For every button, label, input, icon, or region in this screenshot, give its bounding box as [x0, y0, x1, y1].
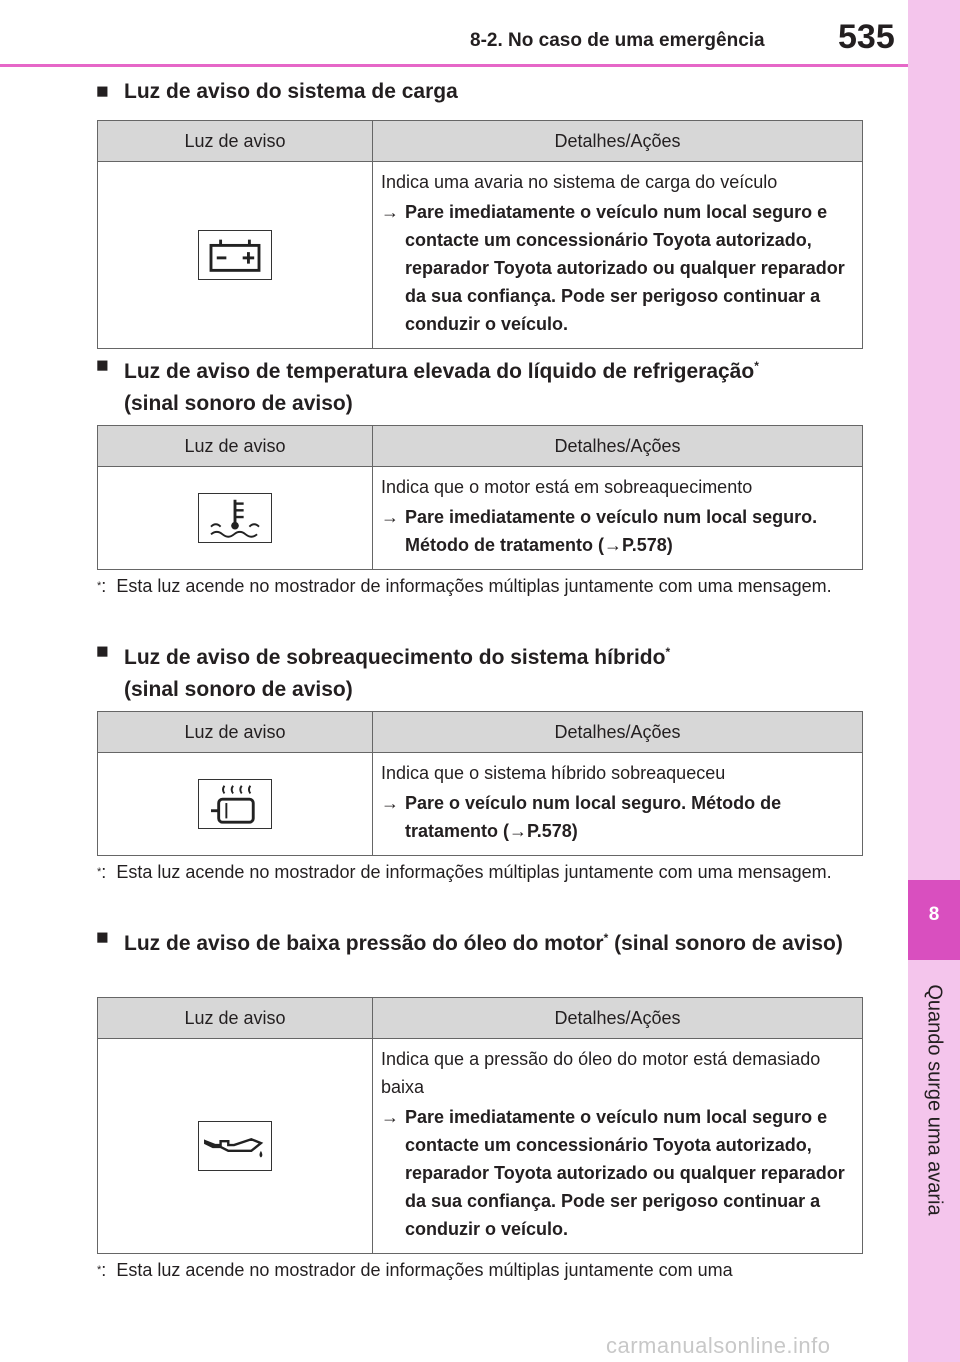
column-header-warning-light: Luz de aviso: [98, 121, 373, 162]
arrow-icon: →: [381, 1107, 399, 1127]
asterisk-mark: *: [97, 866, 102, 878]
heading-text: Luz de aviso de baixa pressão do óleo do motor: [124, 932, 604, 955]
detail-text: Indica que o sistema híbrido sobreaqueceu: [381, 763, 726, 783]
heading-text: Luz de aviso de sobreaquecimento do sistema híbrido: [124, 646, 666, 669]
action-text: [381, 789, 854, 845]
warning-table-hybrid: [97, 711, 863, 856]
column-header-details: Detalhes/Ações: [373, 712, 863, 753]
column-header-details: Detalhes/Ações: [373, 426, 863, 467]
heading-text: Luz de aviso de temperatura elevada do líquido de refrigeração: [124, 360, 755, 383]
footnote: [97, 572, 836, 600]
arrow-ref-icon: →: [604, 535, 623, 555]
page-reference[interactable]: P.578): [527, 821, 578, 841]
warning-table-charging: [97, 120, 863, 349]
warning-table-oil: [97, 997, 863, 1254]
bullet-icon: ■: [96, 80, 109, 103]
asterisk-mark: *: [97, 1264, 102, 1276]
column-header-warning-light: Luz de aviso: [98, 712, 373, 753]
action-instruction: Pare imediatamente o veículo num local seguro e contacte um concessionário Toyota autorizado, reparador Toyota autorizado ou qualquer reparador da sua confiança. Pode ser perigoso continuar a conduzir o veículo.: [405, 1107, 845, 1239]
action-text: [381, 198, 854, 338]
section-heading-charging: [96, 76, 844, 108]
asterisk-mark: *: [97, 580, 102, 592]
bullet-icon: ■: [96, 926, 109, 949]
footnote: [97, 1256, 733, 1284]
coolant-temperature-icon: [198, 493, 272, 543]
section-heading-hybrid: [96, 636, 844, 706]
footnote-text: Esta luz acende no mostrador de informações múltiplas juntamente com uma: [116, 1260, 733, 1280]
page-number: 535: [838, 18, 895, 56]
oil-pressure-icon: [198, 1121, 272, 1171]
footnote-prefix: :: [101, 576, 107, 596]
watermark: carmanualsonline.info: [606, 1333, 831, 1358]
asterisk-mark: *: [754, 359, 759, 373]
action-instruction: Pare imediatamente o veículo num local seguro e contacte um concessionário Toyota autorizado, reparador Toyota autorizado ou qualquer reparador da sua confiança. Pode ser perigoso continuar a conduzir o veículo.: [405, 202, 845, 334]
column-header-warning-light: Luz de aviso: [98, 426, 373, 467]
heading-suffix: (sinal sonoro de aviso): [124, 678, 353, 701]
detail-text: Indica que a pressão do óleo do motor está demasiado baixa: [381, 1049, 821, 1097]
footnote-text: Esta luz acende no mostrador de informações múltiplas juntamente com uma mensagem.: [116, 862, 832, 882]
action-text: [381, 1103, 854, 1243]
detail-text: Indica que o motor está em sobreaquecimento: [381, 477, 753, 497]
column-header-details: Detalhes/Ações: [373, 121, 863, 162]
asterisk-mark: *: [665, 645, 671, 659]
action-instruction: Pare o veículo num local seguro. Método de tratamento (: [405, 793, 782, 841]
action-instruction: Pare imediatamente o veículo num local seguro. Método de tratamento (: [405, 507, 818, 555]
bullet-icon: ■: [96, 640, 109, 663]
section-heading-oil: [96, 922, 844, 960]
bullet-icon: ■: [96, 354, 109, 377]
arrow-icon: →: [381, 202, 399, 222]
battery-icon: [198, 230, 272, 280]
heading-suffix: (sinal sonoro de aviso): [614, 932, 843, 955]
hybrid-system-overheat-icon: [198, 779, 272, 829]
column-header-warning-light: Luz de aviso: [98, 998, 373, 1039]
chapter-number: 8: [928, 904, 940, 925]
section-title: 8-2. No caso de uma emergência: [470, 30, 765, 51]
warning-table-coolant: [97, 425, 863, 570]
arrow-icon: →: [381, 507, 399, 527]
heading-text: Luz de aviso do sistema de carga: [124, 80, 458, 103]
footnote-prefix: :: [101, 862, 107, 882]
arrow-icon: →: [381, 793, 399, 813]
asterisk-mark: *: [603, 931, 609, 945]
footnote-text: Esta luz acende no mostrador de informações múltiplas juntamente com uma mensagem.: [116, 576, 832, 596]
heading-suffix: (sinal sonoro de aviso): [124, 392, 353, 415]
action-text: [381, 503, 854, 559]
footnote-prefix: :: [101, 1260, 107, 1280]
chapter-title: Quando surge uma avaria: [923, 984, 946, 1216]
section-heading-coolant: [96, 350, 844, 420]
arrow-ref-icon: →: [509, 821, 528, 841]
page-reference[interactable]: P.578): [622, 535, 673, 555]
column-header-details: Detalhes/Ações: [373, 998, 863, 1039]
chapter-tab: [908, 880, 960, 960]
footnote: [97, 858, 836, 886]
detail-text: Indica uma avaria no sistema de carga do veículo: [381, 172, 778, 192]
header-rule: [0, 64, 908, 67]
